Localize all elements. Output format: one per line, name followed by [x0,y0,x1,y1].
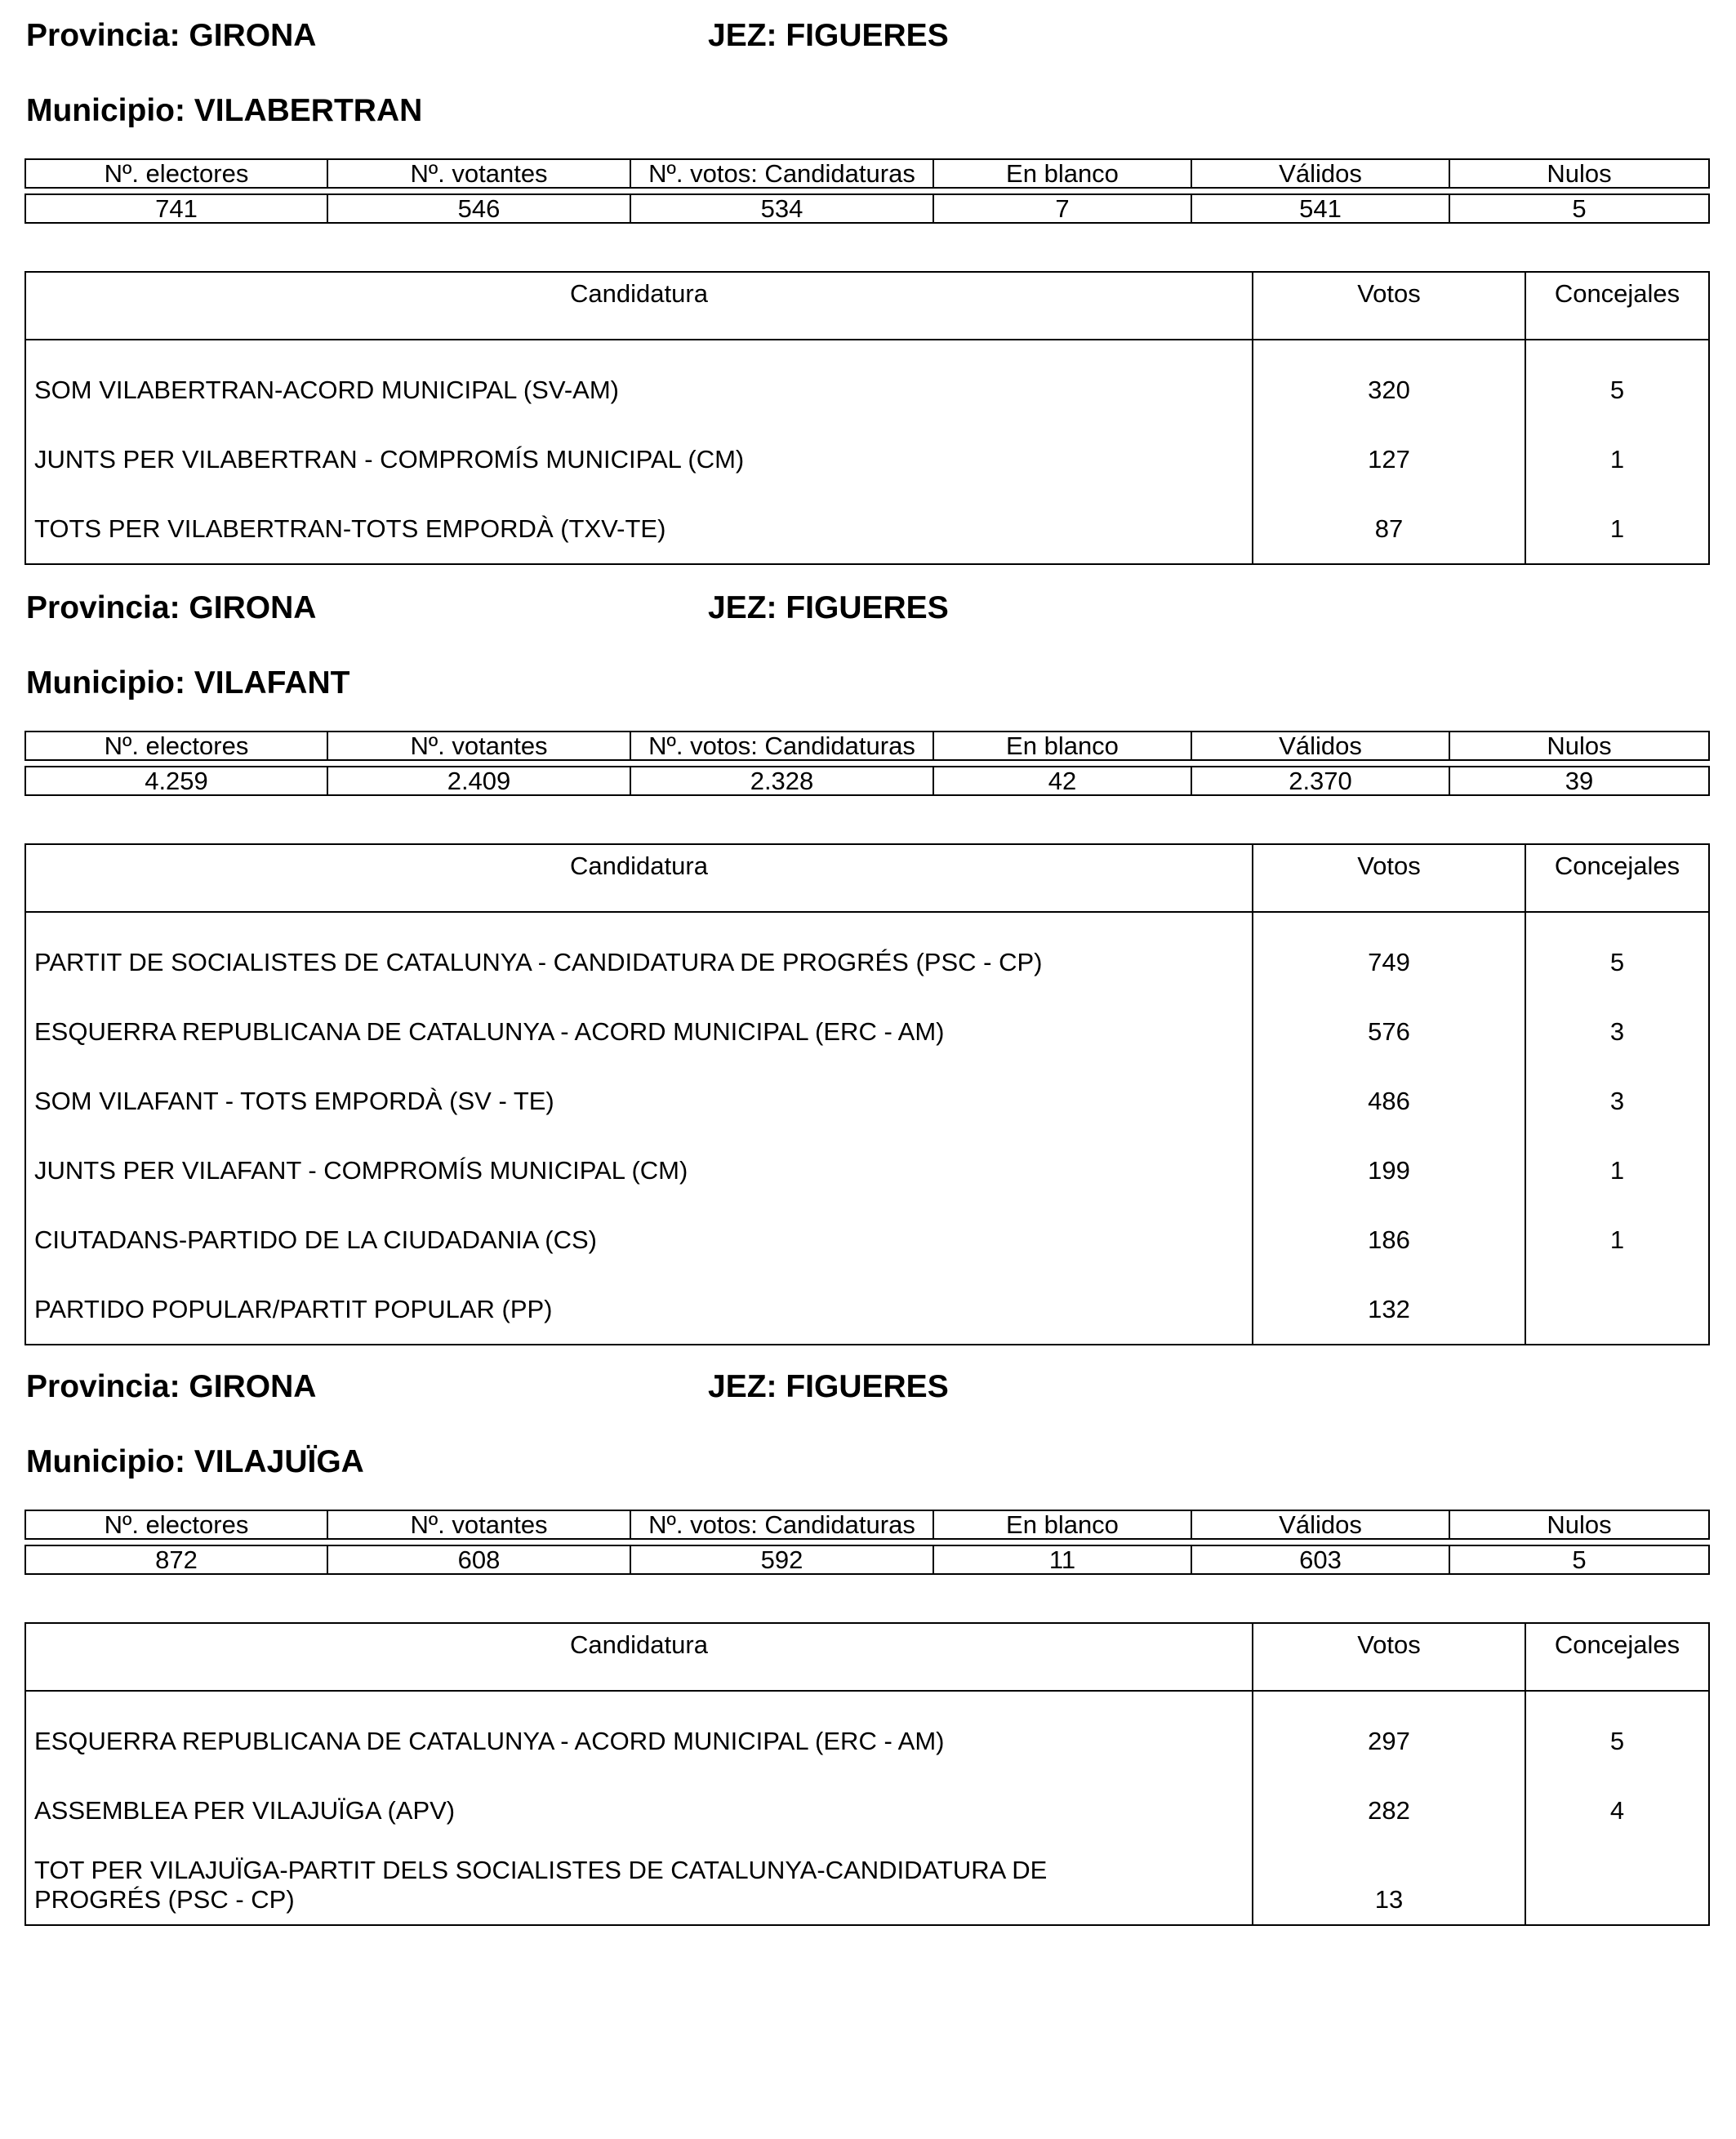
stat-value-votos-candidaturas: 2.328 [630,767,933,795]
candidate-seats: 3 [1525,997,1709,1066]
header-votos: Votos [1253,272,1525,340]
candidate-votes: 127 [1253,425,1525,494]
candidate-name: CIUTADANS-PARTIDO DE LA CIUDADANIA (CS) [25,1205,1253,1274]
candidate-row [25,1274,1709,1345]
candidate-seats: 5 [1525,340,1709,425]
stat-value-votantes: 608 [327,1545,630,1574]
stat-value-electores: 741 [25,194,327,223]
candidate-name: ESQUERRA REPUBLICANA DE CATALUNYA - ACORD MUNICIPAL (ERC - AM) [25,997,1253,1066]
stat-value-electores: 872 [25,1545,327,1574]
summary-stats-table [24,731,1710,796]
municipality-section-vilabertran [24,18,1708,543]
municipality-section-vilajuiga [24,1369,1708,1914]
stat-header-votos-candidaturas: Nº. votos: Candidaturas [630,1510,933,1539]
candidate-row [25,1691,1709,1776]
stat-value-en-blanco: 42 [933,767,1191,795]
stat-header-nulos: Nulos [1449,159,1709,188]
stat-header-validos: Válidos [1191,159,1449,188]
stat-header-nulos: Nulos [1449,1510,1709,1539]
candidate-row [25,1205,1709,1274]
candidate-votes: 486 [1253,1066,1525,1136]
candidate-name: TOTS PER VILABERTRAN-TOTS EMPORDÀ (TXV-TE) [25,494,1253,564]
stats-header-row [25,732,1709,760]
candidate-votes: 13 [1253,1845,1525,1925]
stat-value-votos-candidaturas: 592 [630,1545,933,1574]
summary-stats-table [24,1510,1710,1575]
stat-header-votos-candidaturas: Nº. votos: Candidaturas [630,732,933,760]
stats-values-row [25,1545,1709,1574]
candidate-seats: 1 [1525,1136,1709,1205]
header-candidatura: Candidatura [25,844,1253,912]
candidates-table [24,271,1710,565]
stat-value-validos: 2.370 [1191,767,1449,795]
candidate-seats: 1 [1525,1205,1709,1274]
stat-value-votos-candidaturas: 534 [630,194,933,223]
stat-header-electores: Nº. electores [25,1510,327,1539]
candidate-name: PARTIDO POPULAR/PARTIT POPULAR (PP) [25,1274,1253,1345]
stat-header-nulos: Nulos [1449,732,1709,760]
header-candidatura: Candidatura [25,272,1253,340]
provincia-label: Provincia: GIRONA [26,590,317,625]
stat-value-en-blanco: 7 [933,194,1191,223]
stat-value-en-blanco: 11 [933,1545,1191,1574]
candidate-row [25,912,1709,997]
municipio-label: Municipio: VILABERTRAN [26,93,423,128]
stat-value-votantes: 2.409 [327,767,630,795]
header-votos: Votos [1253,1623,1525,1691]
candidate-seats [1525,1845,1709,1925]
candidate-seats: 4 [1525,1776,1709,1845]
candidate-row [25,340,1709,425]
candidate-votes: 186 [1253,1205,1525,1274]
stats-header-row [25,1510,1709,1539]
candidate-votes: 282 [1253,1776,1525,1845]
candidate-row [25,494,1709,564]
candidate-name: SOM VILAFANT - TOTS EMPORDÀ (SV - TE) [25,1066,1253,1136]
header-concejales: Concejales [1525,272,1709,340]
stats-values-row [25,194,1709,223]
section-header [24,1369,1708,1410]
stats-values-row [25,767,1709,795]
candidates-header-row [25,272,1709,340]
jez-label: JEZ: FIGUERES [708,590,949,625]
stats-header-row [25,159,1709,188]
candidate-votes: 576 [1253,997,1525,1066]
candidate-seats: 3 [1525,1066,1709,1136]
section-header [24,18,1708,59]
stat-header-en-blanco: En blanco [933,159,1191,188]
candidate-votes: 199 [1253,1136,1525,1205]
stat-header-votos-candidaturas: Nº. votos: Candidaturas [630,159,933,188]
header-concejales: Concejales [1525,844,1709,912]
provincia-label: Provincia: GIRONA [26,1369,317,1404]
stat-header-en-blanco: En blanco [933,732,1191,760]
stat-value-validos: 541 [1191,194,1449,223]
candidate-row [25,1776,1709,1845]
stat-header-electores: Nº. electores [25,159,327,188]
stat-header-en-blanco: En blanco [933,1510,1191,1539]
candidates-table [24,843,1710,1345]
section-header [24,590,1708,631]
candidate-name: JUNTS PER VILAFANT - COMPROMÍS MUNICIPAL (CM) [25,1136,1253,1205]
candidate-votes: 749 [1253,912,1525,997]
stat-value-nulos: 5 [1449,1545,1709,1574]
candidates-table [24,1622,1710,1926]
candidate-votes: 132 [1253,1274,1525,1345]
candidate-seats: 1 [1525,494,1709,564]
stat-value-votantes: 546 [327,194,630,223]
candidate-votes: 87 [1253,494,1525,564]
stat-header-votantes: Nº. votantes [327,732,630,760]
candidate-row [25,997,1709,1066]
candidate-row [25,1136,1709,1205]
header-candidatura: Candidatura [25,1623,1253,1691]
stat-value-validos: 603 [1191,1545,1449,1574]
municipio-label: Municipio: VILAJUÏGA [26,1444,364,1479]
stat-header-votantes: Nº. votantes [327,1510,630,1539]
candidate-name: PARTIT DE SOCIALISTES DE CATALUNYA - CANDIDATURA DE PROGRÉS (PSC - CP) [25,912,1253,997]
candidate-row [25,1845,1709,1925]
candidates-header-row [25,844,1709,912]
summary-stats-table [24,158,1710,224]
candidate-name: TOT PER VILAJUÏGA-PARTIT DELS SOCIALISTES DE CATALUNYA-CANDIDATURA DE PROGRÉS (PSC - CP) [25,1845,1253,1925]
stat-header-validos: Válidos [1191,732,1449,760]
stat-header-electores: Nº. electores [25,732,327,760]
candidate-name: JUNTS PER VILABERTRAN - COMPROMÍS MUNICIPAL (CM) [25,425,1253,494]
candidate-votes: 297 [1253,1691,1525,1776]
candidate-name: ESQUERRA REPUBLICANA DE CATALUNYA - ACORD MUNICIPAL (ERC - AM) [25,1691,1253,1776]
header-concejales: Concejales [1525,1623,1709,1691]
candidate-name: SOM VILABERTRAN-ACORD MUNICIPAL (SV-AM) [25,340,1253,425]
municipality-section-vilafant [24,590,1708,1323]
candidates-header-row [25,1623,1709,1691]
candidate-name: ASSEMBLEA PER VILAJUÏGA (APV) [25,1776,1253,1845]
header-votos: Votos [1253,844,1525,912]
candidate-seats: 5 [1525,912,1709,997]
candidate-seats: 5 [1525,1691,1709,1776]
jez-label: JEZ: FIGUERES [708,18,949,53]
provincia-label: Provincia: GIRONA [26,18,317,53]
stat-header-votantes: Nº. votantes [327,159,630,188]
candidate-row [25,1066,1709,1136]
candidate-seats: 1 [1525,425,1709,494]
stat-header-validos: Válidos [1191,1510,1449,1539]
jez-label: JEZ: FIGUERES [708,1369,949,1404]
municipio-label: Municipio: VILAFANT [26,665,350,700]
candidate-row [25,425,1709,494]
stat-value-nulos: 5 [1449,194,1709,223]
candidate-votes: 320 [1253,340,1525,425]
stat-value-nulos: 39 [1449,767,1709,795]
stat-value-electores: 4.259 [25,767,327,795]
candidate-seats [1525,1274,1709,1345]
